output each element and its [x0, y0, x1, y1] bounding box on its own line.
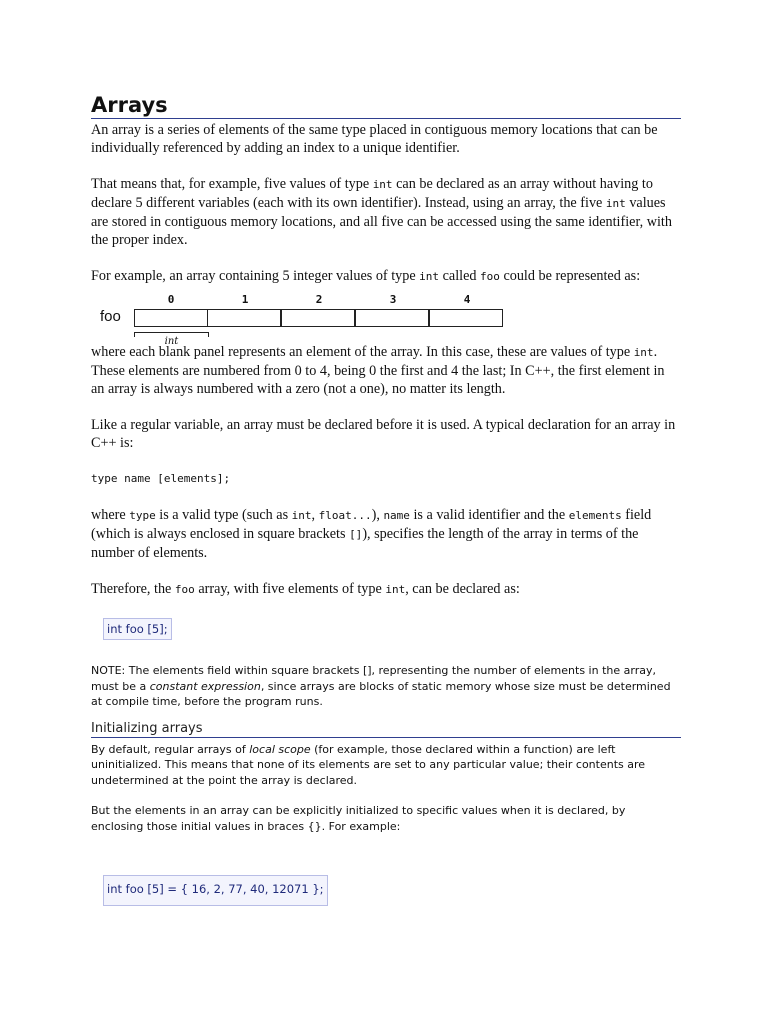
- paragraph-example-intro: For example, an array containing 5 integer values of type int called foo could be represented as:: [91, 268, 641, 284]
- array-cell: [355, 309, 429, 327]
- array-index-label: 0: [167, 293, 175, 306]
- inline-code: []: [349, 528, 363, 541]
- element-type-label: int: [164, 336, 179, 347]
- intro-paragraph: An array is a series of elements of the same type placed in contiguous memory locations that can be individually referenced by adding an index to a unique identifier.: [91, 122, 658, 156]
- note-paragraph: NOTE: The elements field within square brackets [], representing the number of elements in the array, must be a constant expression, since arrays are blocks of static memory whose size must be determined at compile time, before the program runs.: [91, 664, 671, 708]
- declaration-syntax: type name [elements];: [91, 472, 231, 485]
- paragraph-explicit-initialization: But the elements in an array can be explicitly initialized to specific values when it is declared, by enclosing those initial values in braces {}. For example:: [91, 804, 626, 833]
- inline-code: int: [419, 270, 440, 283]
- array-diagram: [91, 294, 681, 351]
- inline-code: type: [129, 509, 156, 522]
- code-example-initialization: int foo [5] = { 16, 2, 77, 40, 12071 };: [103, 875, 328, 906]
- array-index-label: 4: [463, 293, 471, 306]
- paragraph-declaration-intro: Like a regular variable, an array must be declared before it is used. A typical declaration for an array in C++ is:: [91, 417, 676, 451]
- array-cell: [134, 309, 208, 327]
- inline-code: int: [385, 583, 406, 596]
- inline-code: name: [383, 509, 410, 522]
- paragraph-declare-foo: Therefore, the foo array, with five elements of type int, can be declared as:: [91, 581, 520, 597]
- inline-code: int: [291, 509, 312, 522]
- inline-code: foo: [174, 583, 195, 596]
- array-name-label: foo: [100, 308, 121, 325]
- paragraph-element-numbering: where each blank panel represents an element of the array. In this case, these are values of type int. These elements are numbered from 0 to 4, being 0 the first and 4 the last; In C++, the first element in an array is always numbered with a zero (not a one), no matter its length.: [91, 344, 665, 397]
- inline-code: int: [633, 346, 654, 359]
- inline-code: int: [372, 178, 393, 191]
- array-index-label: 1: [241, 293, 249, 306]
- paragraph-syntax-explanation: where type is a valid type (such as int, float...), name is a valid identifier and the elements field (which is always enclosed in square brackets []), specifies the length of the array in terms of the number of elements.: [91, 507, 652, 561]
- inline-code: float...: [318, 509, 372, 522]
- inline-code: int: [605, 197, 626, 210]
- section-heading-initializing: Initializing arrays: [91, 720, 681, 738]
- inline-code: foo: [480, 270, 500, 283]
- paragraph-array-explanation: That means that, for example, five values of type int can be declared as an array without having to declare 5 different variables (each with its own identifier). Instead, using an array, the five int values are stored in contiguous memory locations, and all five can be accessed using the same identifier, with the proper index.: [91, 176, 672, 248]
- code-example-declaration: int foo [5];: [103, 618, 172, 640]
- document-page: [91, 92, 681, 906]
- paragraph-default-uninitialized: By default, regular arrays of local scope (for example, those declared within a function) are left uninitialized. This means that none of its elements are set to any particular value; their contents are undetermined at the point the array is declared.: [91, 742, 646, 787]
- array-cell: [429, 309, 503, 327]
- page-title: Arrays: [91, 92, 681, 119]
- array-cell: [281, 309, 355, 327]
- array-index-label: 2: [315, 293, 323, 306]
- array-index-label: 3: [389, 293, 397, 306]
- array-cell: [207, 309, 281, 327]
- inline-code: elements: [568, 509, 622, 522]
